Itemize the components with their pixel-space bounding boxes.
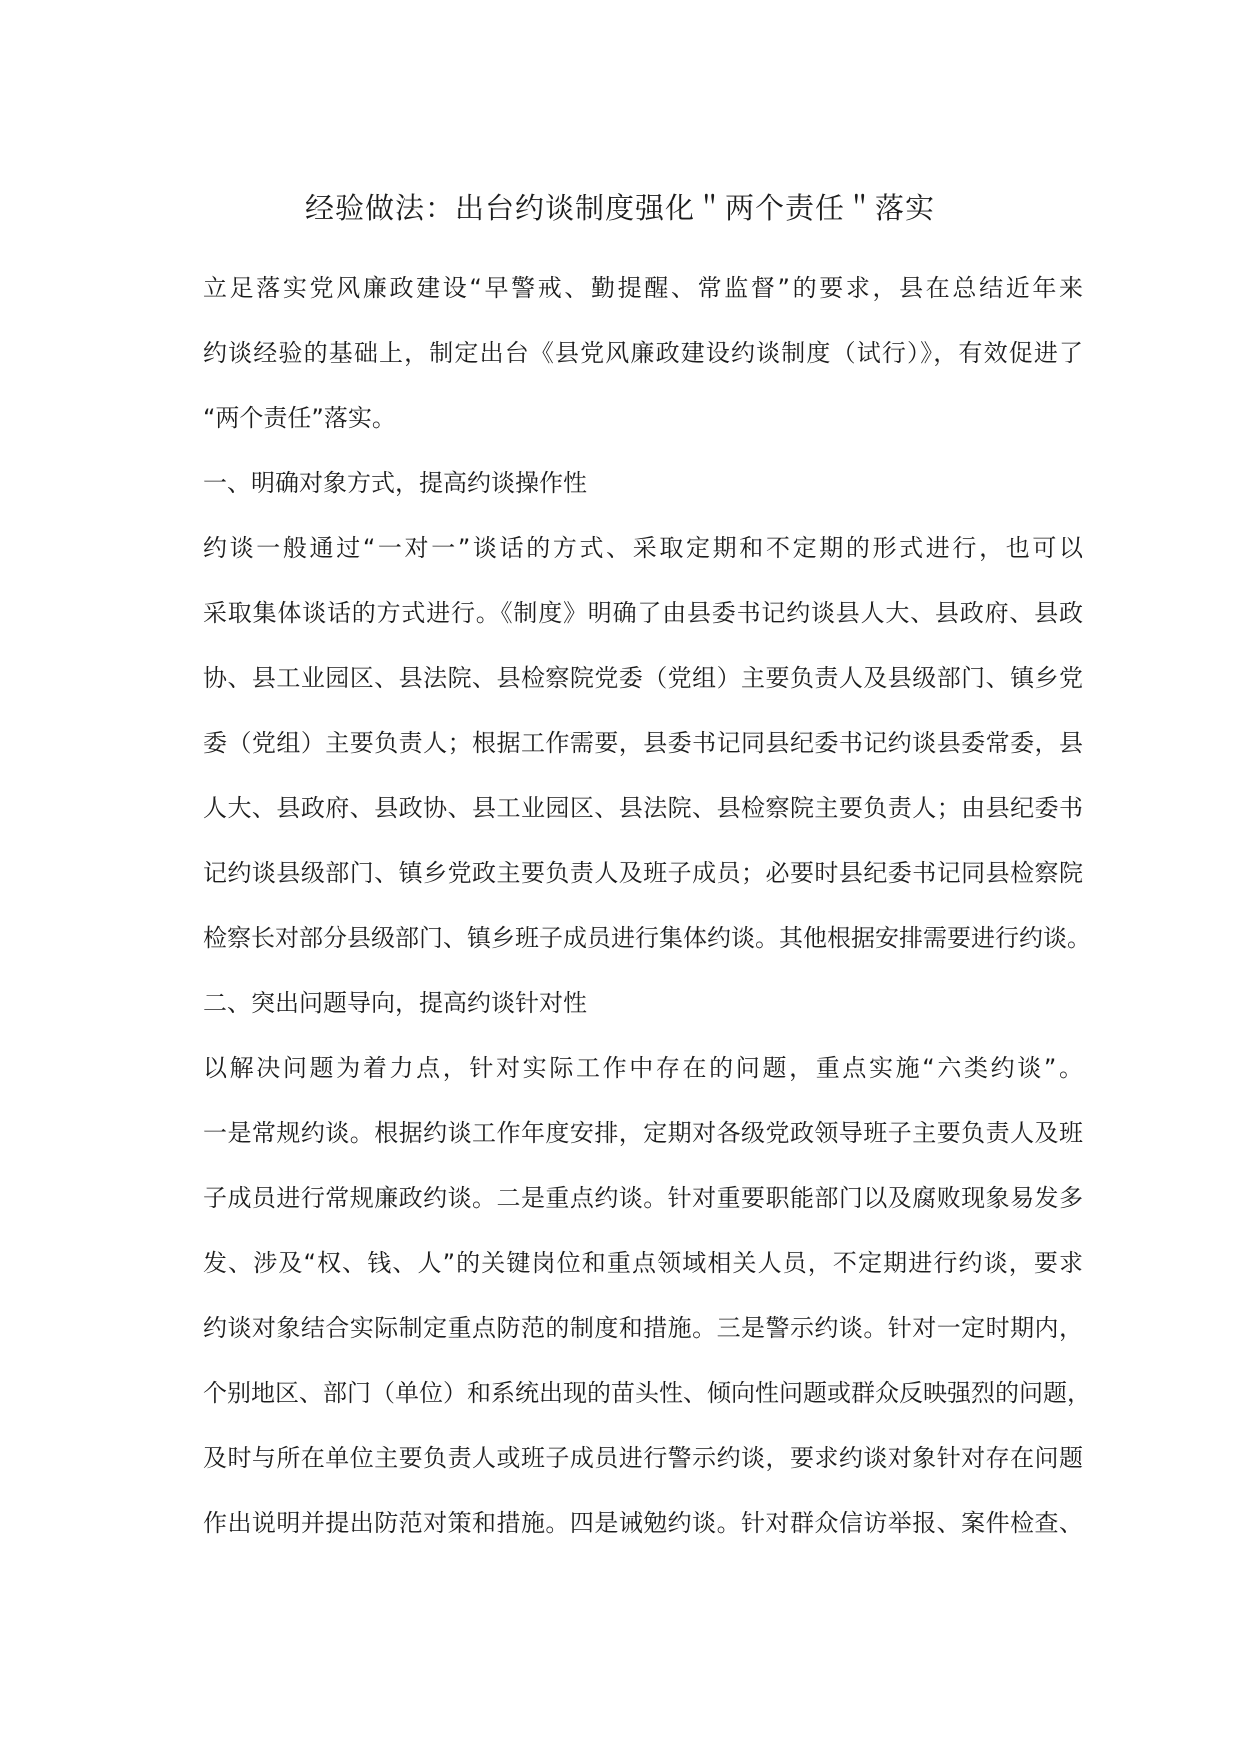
document-title: 经验做法：出台约谈制度强化＂两个责任＂落实 [304, 191, 935, 225]
text-line: 立足落实党风廉政建设“早警戒、勤提醒、常监督”的要求，县在总结近年来 [203, 274, 1083, 302]
text-line: 一是常规约谈。根据约谈工作年度安排，定期对各级党政领导班子主要负责人及班 [203, 1119, 1083, 1147]
text-line: 作出说明并提出防范对策和措施。四是诫勉约谈。针对群众信访举报、案件检查、 [203, 1509, 1083, 1537]
section-heading-1: 一、明确对象方式，提高约谈操作性 [203, 469, 587, 497]
text-line: 个别地区、部门（单位）和系统出现的苗头性、倾向性问题或群众反映强烈的问题， [203, 1379, 1091, 1407]
section-heading-2: 二、突出问题导向，提高约谈针对性 [203, 989, 587, 1017]
text-line: “两个责任”落实。 [203, 404, 396, 432]
text-line: 协、县工业园区、县法院、县检察院党委（党组）主要负责人及县级部门、镇乡党 [203, 664, 1083, 692]
text-line: 子成员进行常规廉政约谈。二是重点约谈。针对重要职能部门以及腐败现象易发多 [203, 1184, 1083, 1212]
text-line: 发、涉及“权、钱、人”的关键岗位和重点领域相关人员，不定期进行约谈，要求 [203, 1249, 1083, 1277]
paragraph-section-1 [153, 516, 1091, 971]
text-line: 记约谈县级部门、镇乡党政主要负责人及班子成员；必要时县纪委书记同县检察院 [203, 859, 1083, 887]
text-line: 约谈对象结合实际制定重点防范的制度和措施。三是警示约谈。针对一定时期内， [203, 1314, 1083, 1342]
text-line: 及时与所在单位主要负责人或班子成员进行警示约谈，要求约谈对象针对存在问题 [203, 1444, 1083, 1472]
text-line: 约谈经验的基础上，制定出台《县党风廉政建设约谈制度（试行）》，有效促进了 [203, 339, 1083, 367]
text-line: 约谈一般通过“一对一”谈话的方式、采取定期和不定期的形式进行，也可以 [203, 534, 1083, 562]
text-line: 委（党组）主要负责人；根据工作需要，县委书记同县纪委书记约谈县委常委，县 [203, 729, 1083, 757]
text-line: 采取集体谈话的方式进行。《制度》明确了由县委书记约谈县人大、县政府、县政 [203, 599, 1083, 627]
document-body [153, 256, 1091, 1556]
paragraph-intro [153, 256, 1083, 451]
text-line: 人大、县政府、县政协、县工业园区、县法院、县检察院主要负责人；由县纪委书 [203, 794, 1083, 822]
paragraph-section-2 [153, 1036, 1091, 1556]
text-line: 以解决问题为着力点，针对实际工作中存在的问题，重点实施“六类约谈”。 [203, 1054, 1083, 1082]
text-line: 检察长对部分县级部门、镇乡班子成员进行集体约谈。其他根据安排需要进行约谈。 [203, 924, 1091, 952]
